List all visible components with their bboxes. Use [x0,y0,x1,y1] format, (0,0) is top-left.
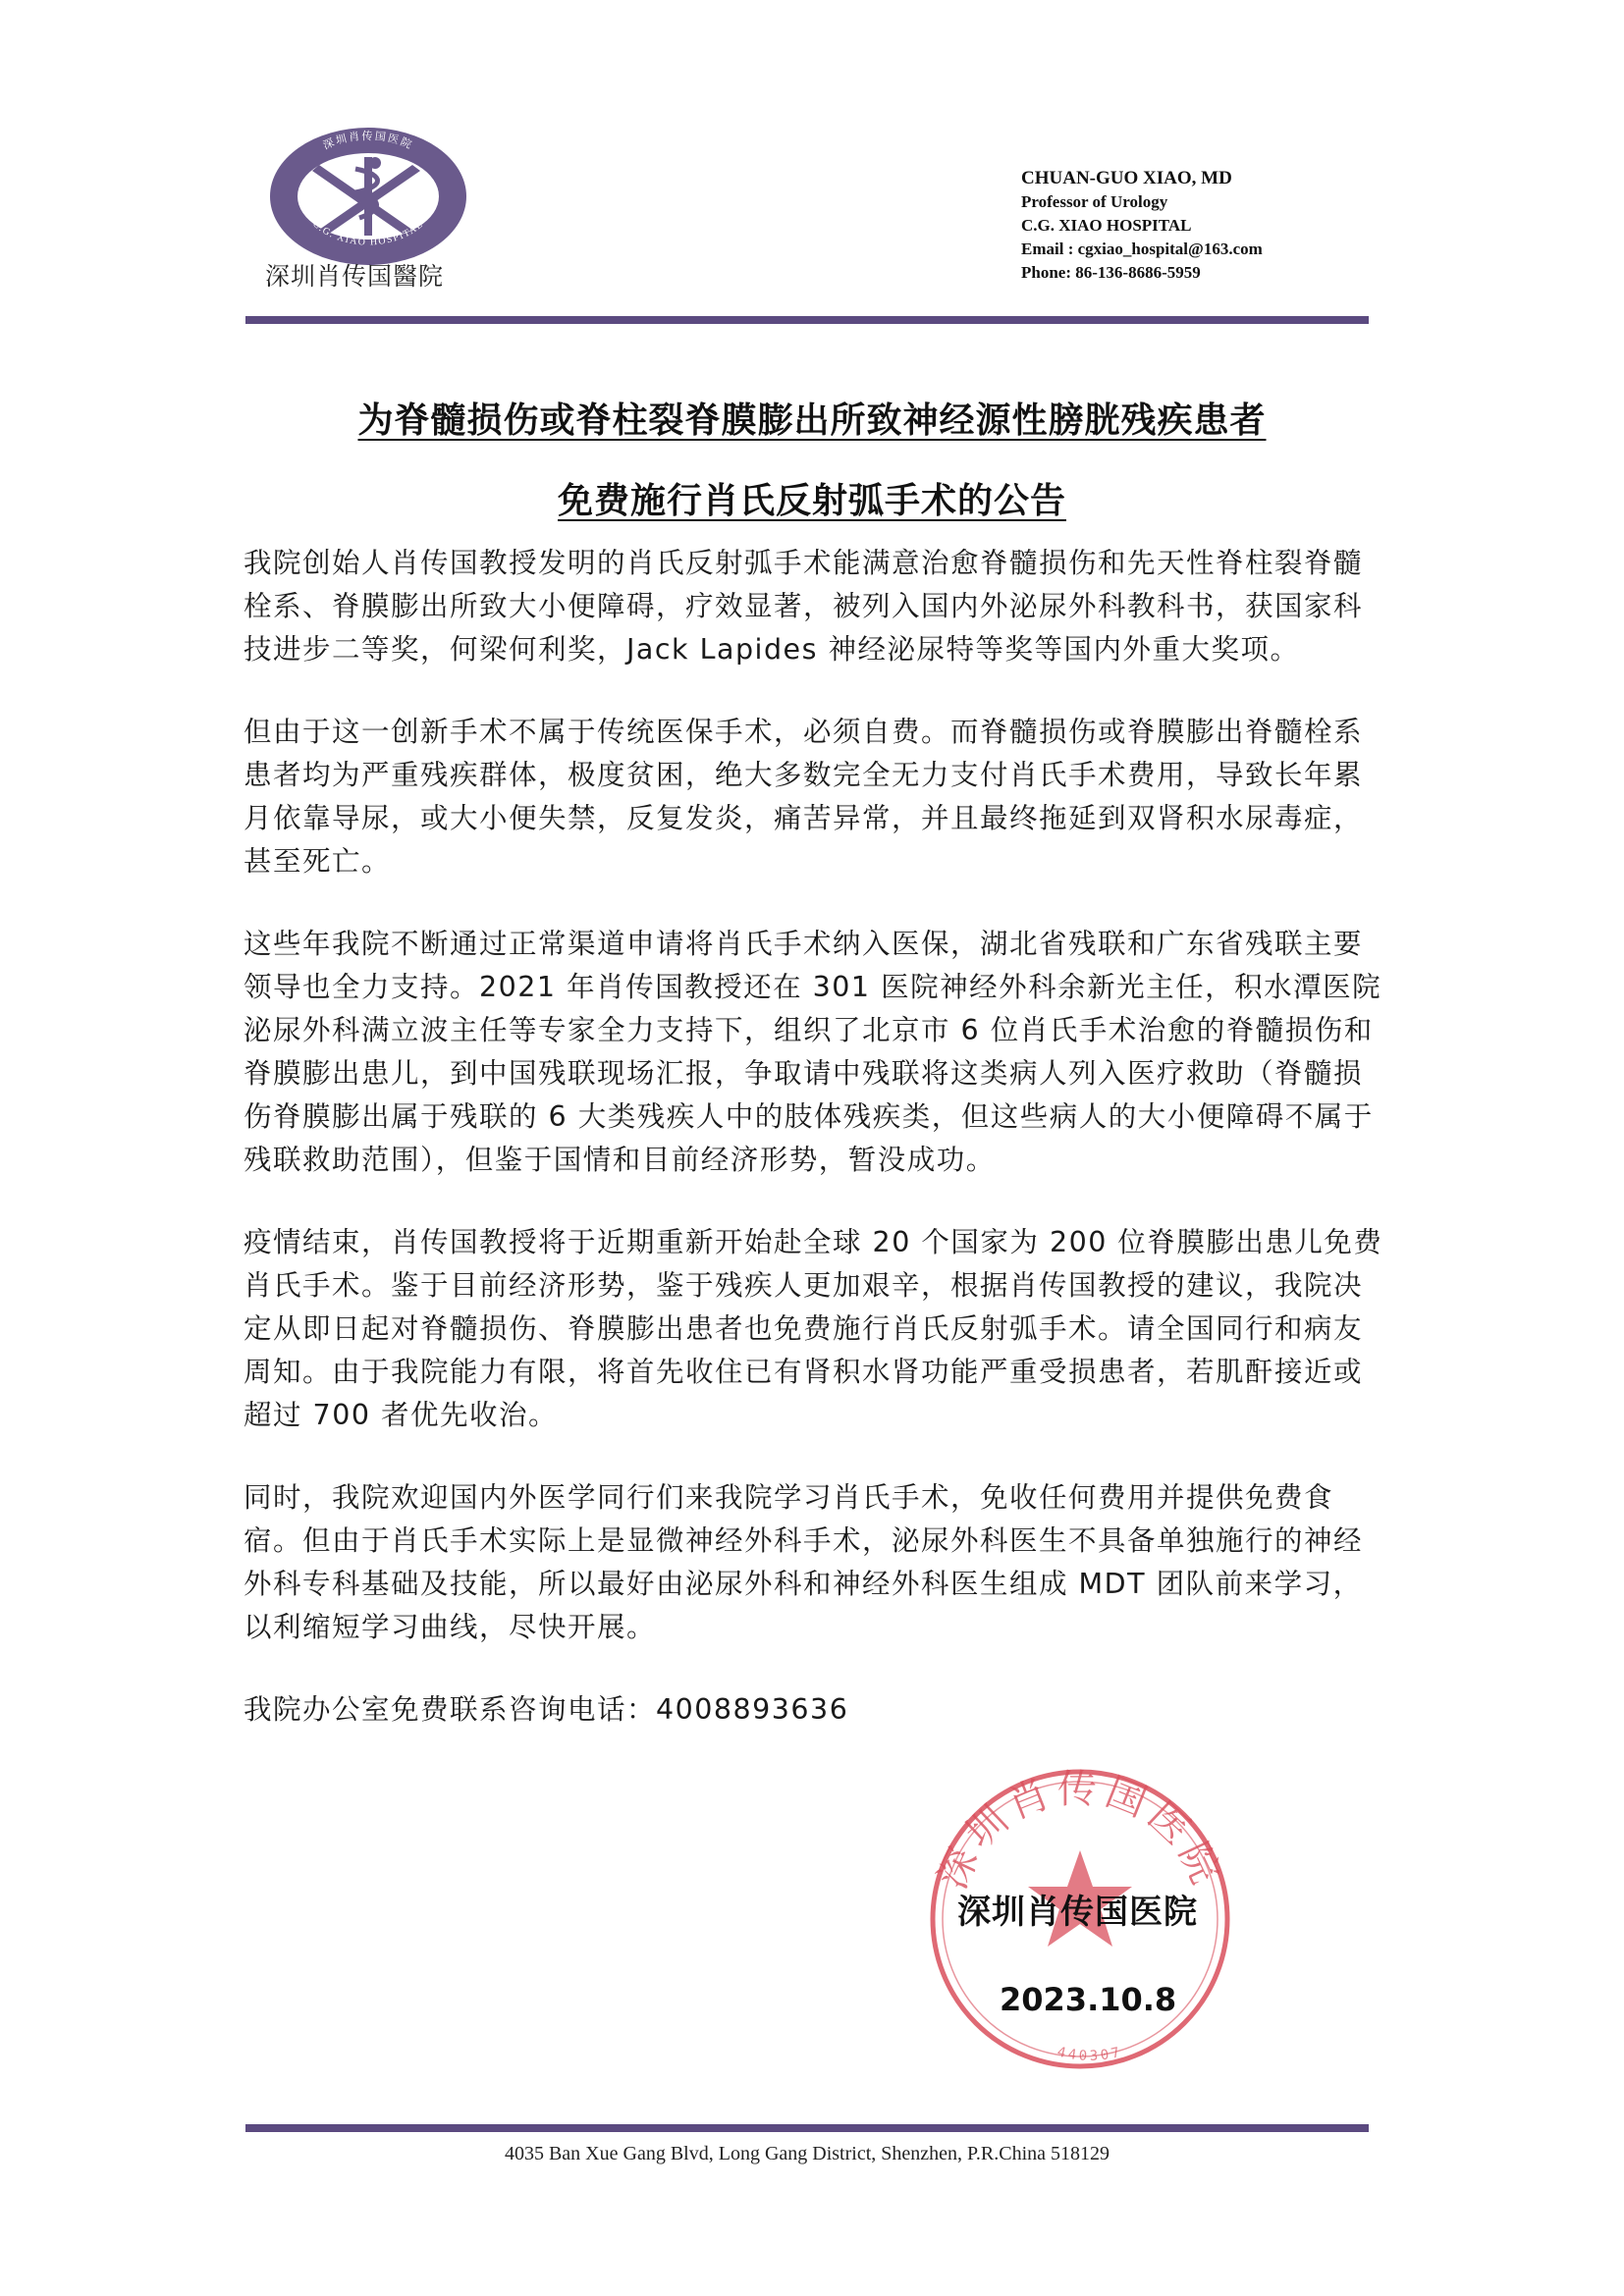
caduceus-emblem-icon [265,124,471,269]
contact-hospital: C.G. XIAO HOSPITAL [1021,216,1192,235]
svg-text:深圳肖传国医院: 深圳肖传国医院 [930,1767,1230,1896]
footer-address: 4035 Ban Xue Gang Blvd, Long Gang District, Shenzhen, P.R.China 518129 [504,2143,1110,2164]
svg-text:C.G. XIAO HOSPITAL: C.G. XIAO HOSPITAL [310,218,426,248]
body-paragraph: 但由于这一创新手术不属于传统医保手术，必须自费。而脊髓损伤或脊膜膨出脊髓栓系患者均为严重残疾群体，极度贫困，绝大多数完全无力支付肖氏手术费用，导致长年累月依靠导尿，或大小便失禁，反复发炎，痛苦异常，并且最终拖延到双肾积水尿毒症，甚至死亡。 [244,716,1364,878]
announcement-title-line-1: 为脊髓损伤或脊柱裂脊膜膨出所致神经源性膀胱残疾患者 [357,400,1267,441]
svg-text:440307: 440307 [1056,2044,1124,2064]
contact-block [1021,167,1263,285]
contact-email: Email : cgxiao_hospital@163.com [1021,240,1263,258]
hospital-logo [265,124,471,269]
signature-date: 2023.10.8 [1000,1981,1177,2018]
body-paragraph: 这些年我院不断通过正常渠道申请将肖氏手术纳入医保，湖北省残联和广东省残联主要领导也全力支持。2021 年肖传国教授还在 301 医院神经外科余新光主任，积水潭医院泌尿外科满立波主任等专家全力支持下，组织了北京市 6 位肖氏手术治愈的脊髓损伤和脊膜膨出患儿，到中国残联现场汇报，争取请中残联将这类病人列入医疗救助（脊髓损伤脊膜膨出属于残联的 6 大类残疾人中的肢体残疾类，但这些病人的大小便障碍不属于残联救助范围），但鉴于国情和目前经济形势，暂没成功。 [244,928,1382,1176]
contact-phone-line: 我院办公室免费联系咨询电话：4008893636 [244,1693,849,1726]
svg-text:深圳肖传国医院: 深圳肖传国医院 [321,130,415,152]
logo-hospital-name: 深圳肖传国醫院 [265,262,445,291]
announcement-title-line-2: 免费施行肖氏反射弧手术的公告 [557,481,1066,521]
contact-phone: Phone: 86-136-8686-5959 [1021,263,1201,282]
body-paragraph: 同时，我院欢迎国内外医学同行们来我院学习肖氏手术，免收任何费用并提供免费食宿。但由于肖氏手术实际上是显微神经外科手术，泌尿外科医生不具备单独施行的神经外科专科基础及技能，所以最好由泌尿外科和神经外科医生组成 MDT 团队前来学习，以利缩短学习曲线，尽快开展。 [244,1481,1364,1643]
signature-hospital-name: 深圳肖传国医院 [957,1893,1198,1932]
body-paragraph: 我院创始人肖传国教授发明的肖氏反射弧手术能满意治愈脊髓损伤和先天性脊柱裂脊髓栓系、脊膜膨出所致大小便障碍，疗效显著，被列入国内外泌尿外科教科书，获国家科技进步二等奖，何梁何利奖，Jack Lapides 神经泌尿特等奖等国内外重大奖项。 [244,547,1364,666]
contact-title: Professor of Urology [1021,192,1168,211]
header-divider [245,316,1369,324]
footer-divider [245,2124,1369,2132]
contact-name: CHUAN-GUO XIAO, MD [1021,168,1232,188]
announcement-body [244,542,1387,1771]
body-paragraph: 疫情结束，肖传国教授将于近期重新开始赴全球 20 个国家为 200 位脊膜膨出患儿免费肖氏手术。鉴于目前经济形势，鉴于残疾人更加艰辛，根据肖传国教授的建议，我院决定从即日起对脊髓损伤、脊膜膨出患者也免费施行肖氏反射弧手术。请全国同行和病友周知。由于我院能力有限，将首先收住已有肾积水肾功能严重受损患者，若肌酐接近或超过 700 者优先收治。 [244,1226,1383,1431]
